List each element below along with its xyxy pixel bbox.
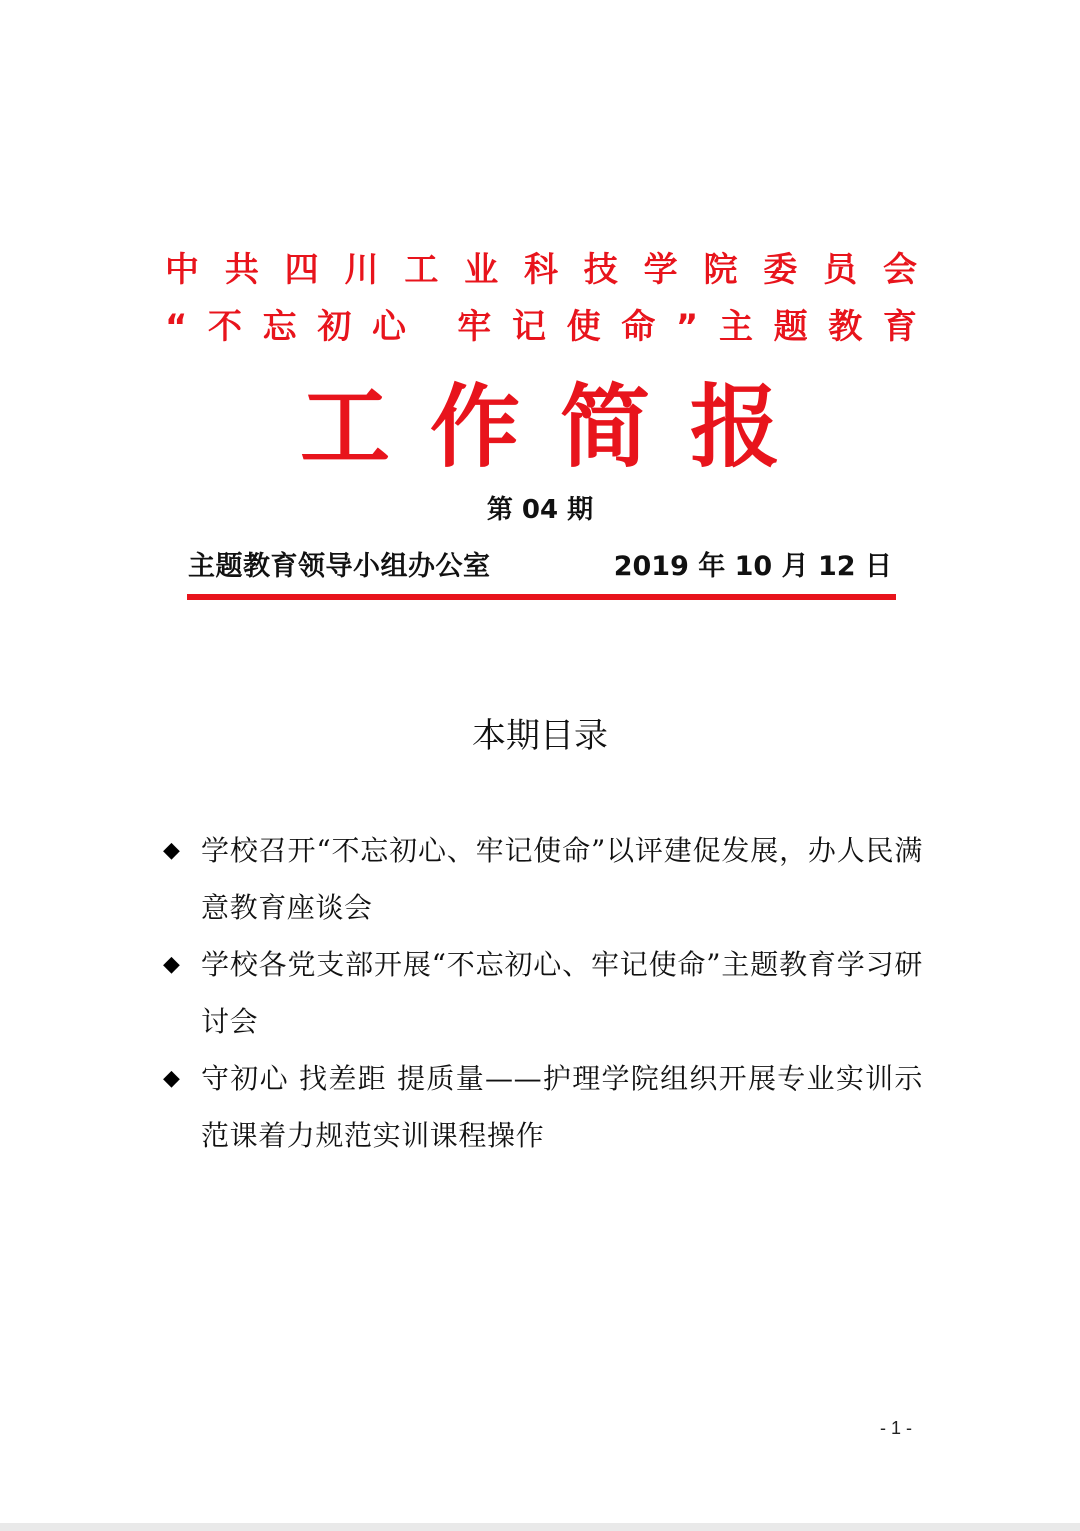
header-char: “ (165, 307, 188, 347)
header-char: 育 (882, 307, 917, 347)
title-char: 报 (690, 375, 780, 480)
toc-item-text: 学校各党支部开展“不忘初心、牢记使命”主题教育学习研讨会 (201, 948, 923, 1038)
header-char: 技 (583, 250, 618, 290)
header-char: 使 (566, 307, 601, 347)
header-gap (427, 307, 437, 347)
header-char: 初 (317, 307, 352, 347)
header-char: 院 (703, 250, 738, 290)
header-char: ” (675, 307, 699, 347)
header-char: 共 (224, 250, 259, 290)
header-char: 教 (828, 307, 863, 347)
issue-number: 第 04 期 (486, 495, 594, 525)
header-char: 主 (718, 307, 753, 347)
title-char: 工 (300, 375, 390, 480)
toc-item-text: 守初心 找差距 提质量——护理学院组织开展专业实训示范课着力规范实训课程操作 (201, 1062, 923, 1152)
header-char: 四 (284, 250, 319, 290)
header-char: 命 (621, 307, 656, 347)
toc-title: 本期目录 (472, 716, 608, 756)
diamond-bullet-icon: ◆ (163, 952, 180, 977)
issuing-office: 主题教育领导小组办公室 (188, 551, 491, 582)
header-char: 业 (464, 250, 499, 290)
title-char: 作 (430, 375, 520, 480)
committee-header-line (165, 250, 917, 290)
header-char: 委 (763, 250, 798, 290)
header-char: 科 (523, 250, 558, 290)
toc-item-text: 学校召开“不忘初心、牢记使命”以评建促发展，办人民满意教育座谈会 (201, 834, 923, 924)
header-char: 不 (208, 307, 243, 347)
header-char: 工 (404, 250, 439, 290)
header-char: 忘 (262, 307, 297, 347)
red-divider-line (187, 594, 896, 600)
diamond-bullet-icon: ◆ (163, 1066, 180, 1091)
toc-list (163, 822, 923, 1164)
page-bottom-edge (0, 1523, 1080, 1531)
theme-header-line (165, 307, 917, 347)
toc-item[interactable] (163, 822, 923, 936)
toc-item[interactable] (163, 936, 923, 1050)
header-char: 心 (371, 307, 406, 347)
header-char: 会 (882, 250, 917, 290)
bulletin-title (300, 375, 780, 480)
issue-date: 2019 年 10 月 12 日 (613, 551, 892, 582)
header-char: 中 (165, 250, 199, 290)
toc-item[interactable] (163, 1050, 923, 1164)
diamond-bullet-icon: ◆ (163, 838, 180, 863)
header-char: 题 (773, 307, 808, 347)
header-char: 学 (643, 250, 678, 290)
page-number: - 1 - (880, 1418, 913, 1438)
title-char: 简 (560, 375, 650, 480)
header-char: 川 (344, 250, 379, 290)
header-char: 员 (823, 250, 858, 290)
header-char: 记 (511, 307, 546, 347)
header-char: 牢 (457, 307, 492, 347)
